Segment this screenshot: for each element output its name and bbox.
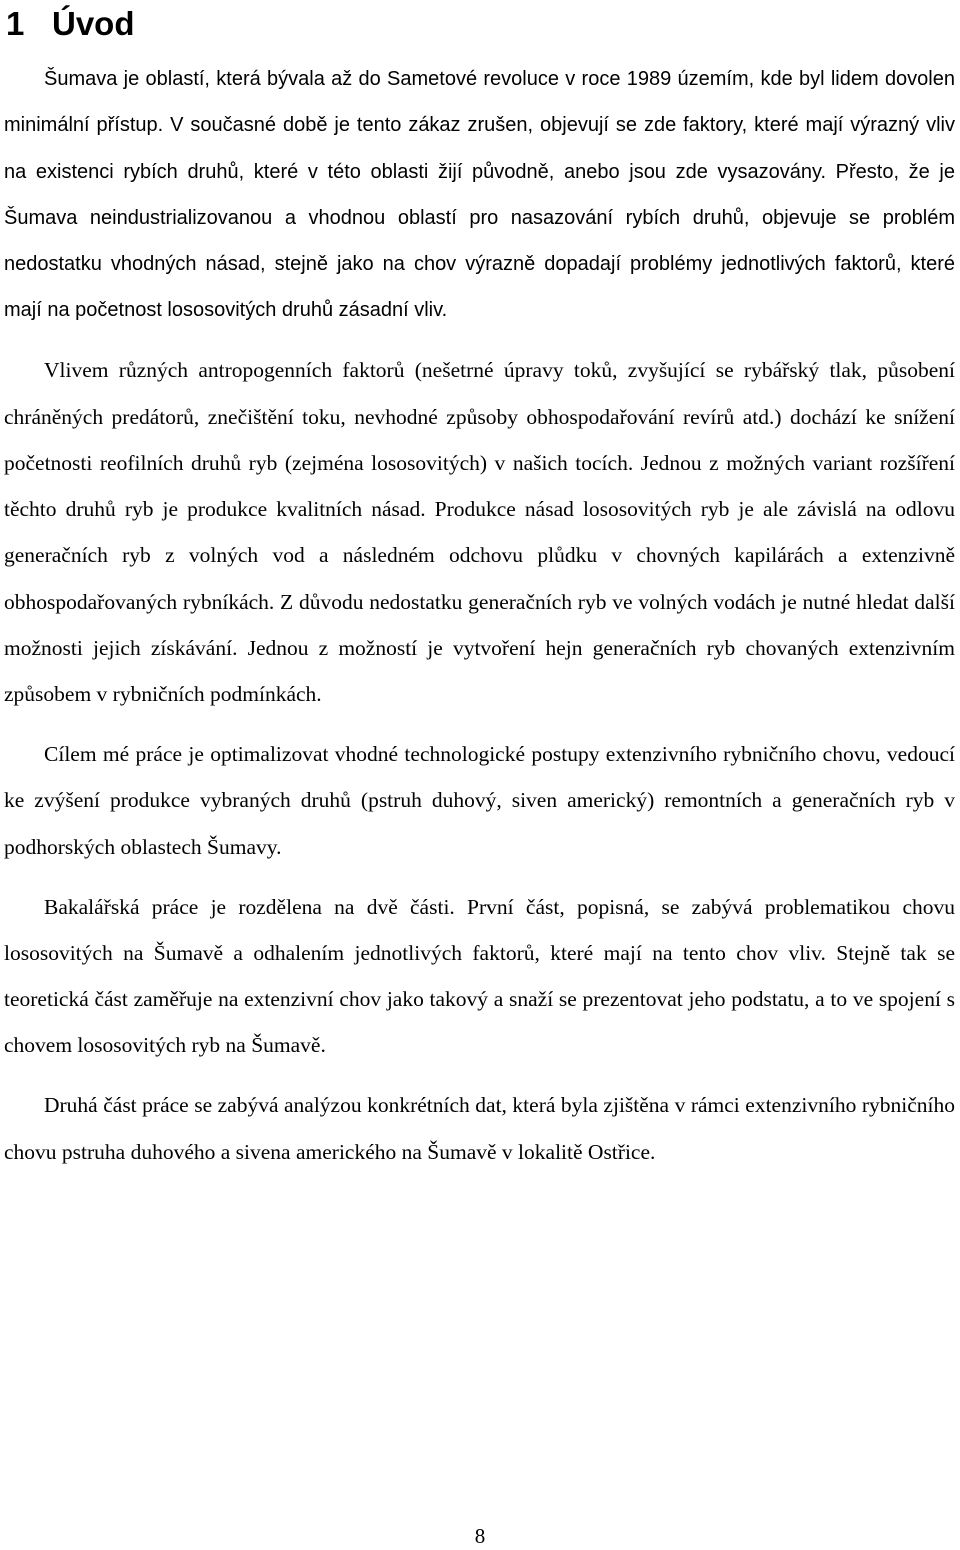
paragraph: Bakalářská práce je rozdělena na dvě části. První část, popisná, se zabývá problematikou chovu lososovitých na Šumavě a odhalením jednotlivých faktorů, které mají na tento chov vliv. Stejně tak se teoretická část zaměřuje na extenzivní chov jako takový a snaží se prezentovat jeho podstatu, a to ve spojení s chovem lososovitých ryb na Šumavě. bbox=[4, 894, 955, 1058]
body-text bbox=[4, 56, 955, 1175]
paragraph: Vlivem různých antropogenních faktorů (nešetrné úpravy toků, zvyšující se rybářský tlak, působení chráněných predátorů, znečištění toku, nevhodné způsoby obhospodařování revírů atd.) dochází ke snížení početnosti reofilních druhů ryb (zejména lososovitých) v našich tocích. Jednou z možných variant rozšíření těchto druhů ryb je produkce kvalitních násad. Produkce násad lososovitých ryb je ale závislá na odlovu generačních ryb z volných vod a následném odchovu plůdku v chovných kapilárách a extenzivně obhospodařovaných rybníkách. Z důvodu nedostatku generačních ryb ve volných vodách je nutné hledat další možnosti jejich získávání. Jednou z možností je vytvoření hejn generačních ryb chovaných extenzivním způsobem v rybničních podmínkách. bbox=[4, 358, 955, 707]
chapter-number: 1 bbox=[6, 5, 25, 42]
chapter-title: Úvod bbox=[52, 5, 135, 42]
paragraph: Druhá část práce se zabývá analýzou konkrétních dat, která byla zjištěna v rámci extenzivního rybničního chovu pstruha duhového a sivena amerického na Šumavě v lokalitě Ostřice. bbox=[4, 1093, 955, 1164]
paragraph: Cílem mé práce je optimalizovat vhodné technologické postupy extenzivního rybničního chovu, vedoucí ke zvýšení produkce vybraných druhů (pstruh duhový, siven americký) remontních a generačních ryb v podhorských oblastech Šumavy. bbox=[4, 742, 955, 859]
page-number: 8 bbox=[474, 1524, 486, 1548]
chapter-heading bbox=[6, 4, 135, 44]
paragraph: Šumava je oblastí, která bývala až do Sametové revoluce v roce 1989 územím, kde byl lidem dovolen minimální přístup. V současné době je tento zákaz zrušen, objevují se zde faktory, které mají výrazný vliv na existenci rybích druhů, které v této oblasti žijí původně, anebo jsou zde vysazovány. Přesto, že je Šumava neindustrializovanou a vhodnou oblastí pro nasazování rybích druhů, objevuje se problém nedostatku vhodných násad, stejně jako na chov výrazně dopadají problémy jednotlivých faktorů, které mají na početnost lososovitých druhů zásadní vliv. bbox=[4, 68, 955, 322]
